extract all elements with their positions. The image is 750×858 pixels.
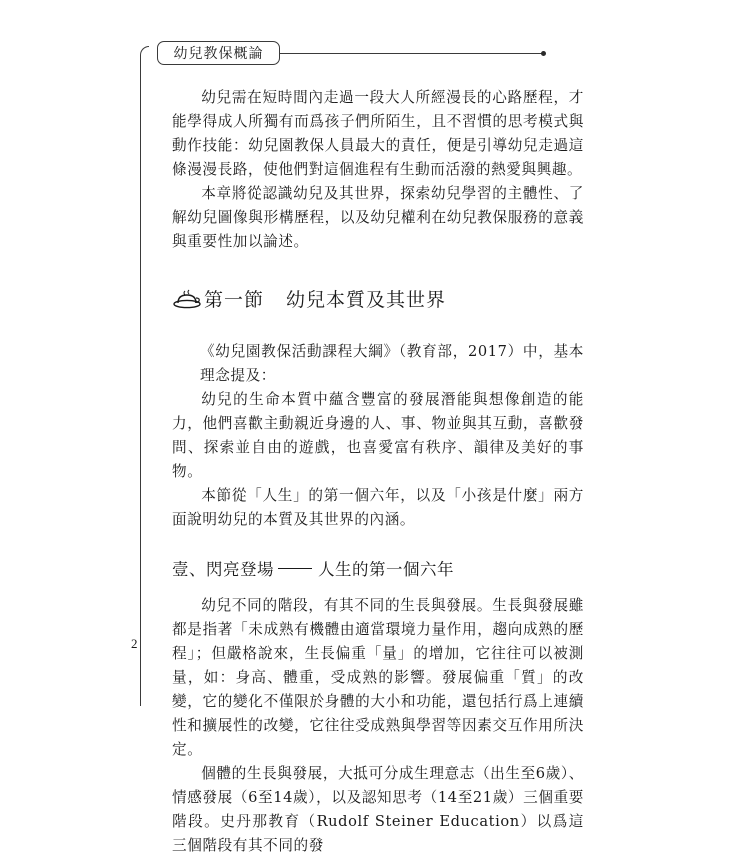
body-paragraph-1: 幼兒不同的階段，有其不同的生長與發展。生長與發展雖都是指著「未成熟有機體由適當環境力量作用，趨向成熟的歷程」；但嚴格說來，生長偏重「量」的增加，它往往可以被測量，如：身高、體重，受成熟的影響。發展偏重「質」的改變，它的變化不僅限於身體的大小和功能，還包括行爲上連續性和擴展性的改變，它往往受成熟與學習等因素交互作用所決定。 — [172, 597, 584, 758]
running-header — [157, 41, 280, 65]
subsection-title: 人生的第一個六年 — [318, 560, 454, 579]
page-body — [172, 86, 584, 858]
section-explain: 本節從「人生」的第一個六年，以及「小孩是什麼」兩方面說明幼兒的本質及其世界的內涵。 — [172, 487, 584, 528]
quote-intro: 《幼兒園教保活動課程大綱》（教育部，2017）中，基本理念提及： — [200, 343, 584, 384]
heading-dash — [278, 568, 312, 569]
running-header-title: 幼兒教保概論 — [173, 46, 264, 62]
cup-icon — [172, 287, 202, 309]
quote-body: 幼兒的生命本質中蘊含豐富的發展潛能與想像創造的能力，他們喜歡主動親近身邊的人、事、物並與其互動，喜歡發問、探索並自由的遊戲，也喜愛富有秩序、韻律及美好的事物。 — [172, 391, 584, 480]
subsection-prefix: 壹、閃亮登場 — [172, 560, 274, 579]
header-rule-dot — [541, 51, 546, 56]
page-frame-line — [140, 46, 149, 706]
header-rule — [280, 53, 543, 54]
section-number: 第一節 — [204, 288, 265, 311]
body-paragraph-2: 個體的生長與發展，大抵可分成生理意志（出生至6歲）、情感發展（6至14歲），以及認知思考（14至21歲）三個重要階段。史丹那教育（Rudolf Steiner Education）以爲這三個階段有其不同的發 — [172, 765, 584, 854]
intro-paragraph-1: 幼兒需在短時間內走過一段大人所經漫長的心路歷程，才能學得成人所獨有而爲孩子們所陌生，且不習慣的思考模式與動作技能：幼兒園教保人員最大的責任，便是引導幼兒走過這條漫漫長路，使他們對這個進程有生動而活潑的熱愛與興趣。 — [172, 89, 584, 178]
page-number: 2 — [131, 636, 138, 651]
subsection-heading — [172, 556, 584, 580]
section-title: 幼兒本質及其世界 — [286, 288, 447, 311]
intro-paragraph-2: 本章將從認識幼兒及其世界，探索幼兒學習的主體性、了解幼兒圖像與形構歷程，以及幼兒權利在幼兒教保服務的意義與重要性加以論述。 — [172, 185, 584, 250]
section-heading — [172, 284, 584, 312]
